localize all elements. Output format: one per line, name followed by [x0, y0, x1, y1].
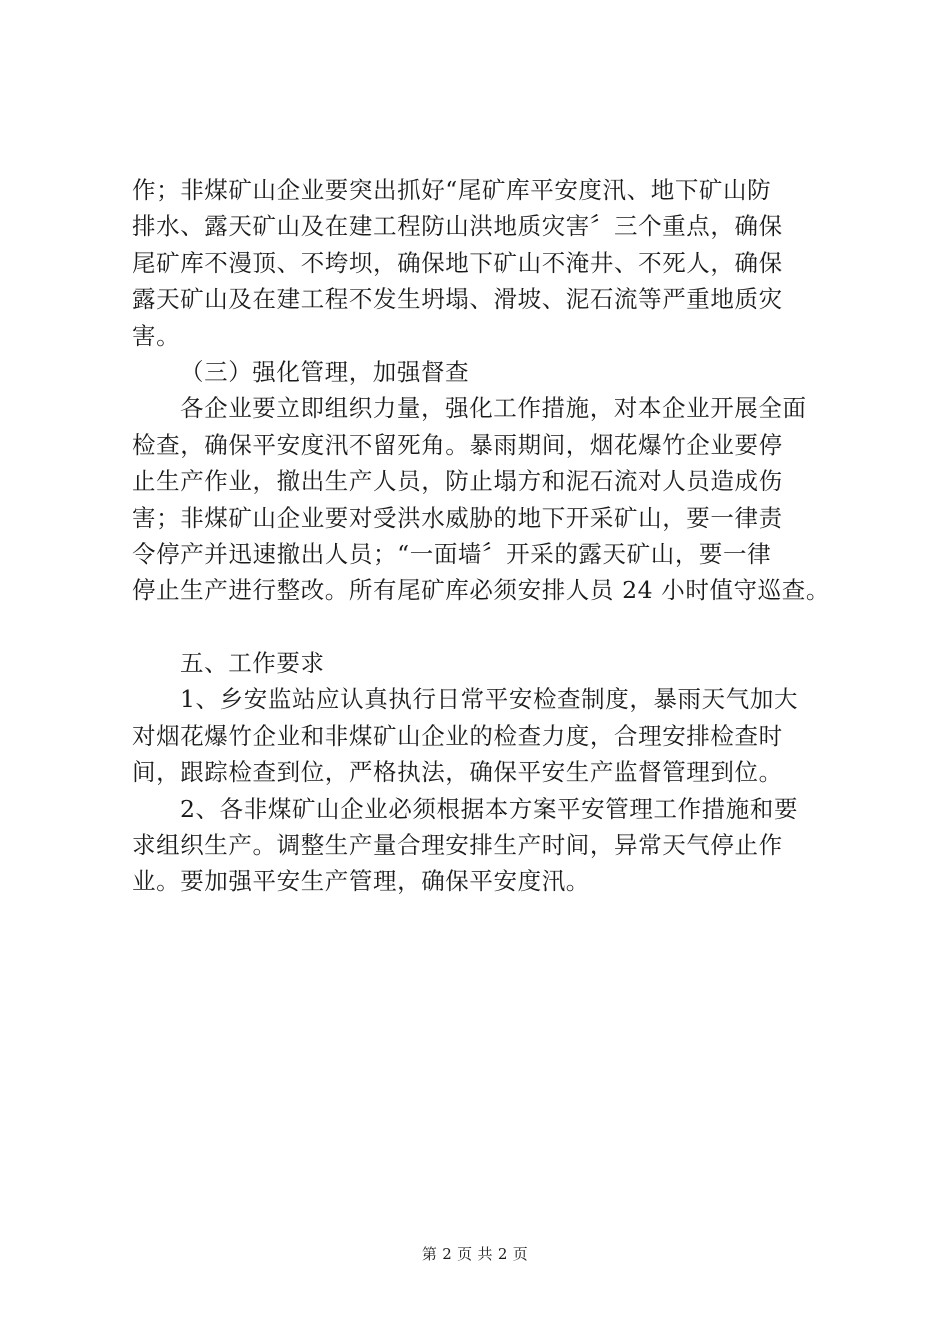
paragraph-line: 间，跟踪检查到位，严格执法，确保平安生产监督管理到位。	[132, 758, 783, 787]
paragraph-line: 害；非煤矿山企业要对受洪水威胁的地下开采矿山，要一律责	[132, 503, 783, 532]
paragraph-line: 害。	[132, 321, 181, 350]
paragraph-line: 露天矿山及在建工程不发生坍塌、滑坡、泥石流等严重地质灾	[132, 285, 783, 314]
paragraph-gap	[132, 609, 832, 645]
paragraph-line: 令停产并迅速撤出人员；“一面墙〞开采的露天矿山，要一律	[132, 539, 772, 568]
paragraph-line: 停止生产进行整改。所有尾矿库必须安排人员 24 小时值守巡查。	[132, 576, 830, 605]
document-body	[132, 172, 832, 900]
paragraph-line: 作；非煤矿山企业要突出抓好“尾矿库平安度汛、地下矿山防	[132, 176, 772, 204]
paragraph-line: 排水、露天矿山及在建工程防山洪地质灾害〞三个重点，确保	[132, 212, 783, 241]
paragraph-line: 业。要加强平安生产管理，确保平安度汛。	[132, 867, 590, 896]
section-heading: 五、工作要求	[180, 649, 325, 678]
paragraph-line: 2、各非煤矿山企业必须根据本方案平安管理工作措施和要	[180, 794, 799, 823]
section-heading: （三）强化管理，加强督查	[180, 357, 470, 386]
paragraph-line: 1、乡安监站应认真执行日常平安检查制度，暴雨天气加大	[180, 685, 799, 714]
paragraph-line: 各企业要立即组织力量，强化工作措施，对本企业开展全面	[180, 394, 807, 423]
paragraph-line: 检查，确保平安度汛不留死角。暴雨期间，烟花爆竹企业要停	[132, 430, 783, 459]
paragraph-line: 求组织生产。调整生产量合理安排生产时间，异常天气停止作	[132, 831, 783, 860]
paragraph-line: 尾矿库不漫顶、不垮坝，确保地下矿山不淹井、不死人，确保	[132, 248, 783, 277]
paragraph-line: 对烟花爆竹企业和非煤矿山企业的检查力度，合理安排检查时	[132, 721, 783, 750]
page-number-footer: 第 2 页 共 2 页	[421, 1245, 529, 1263]
paragraph-line: 止生产作业，撤出生产人员，防止塌方和泥石流对人员造成伤	[132, 467, 783, 496]
